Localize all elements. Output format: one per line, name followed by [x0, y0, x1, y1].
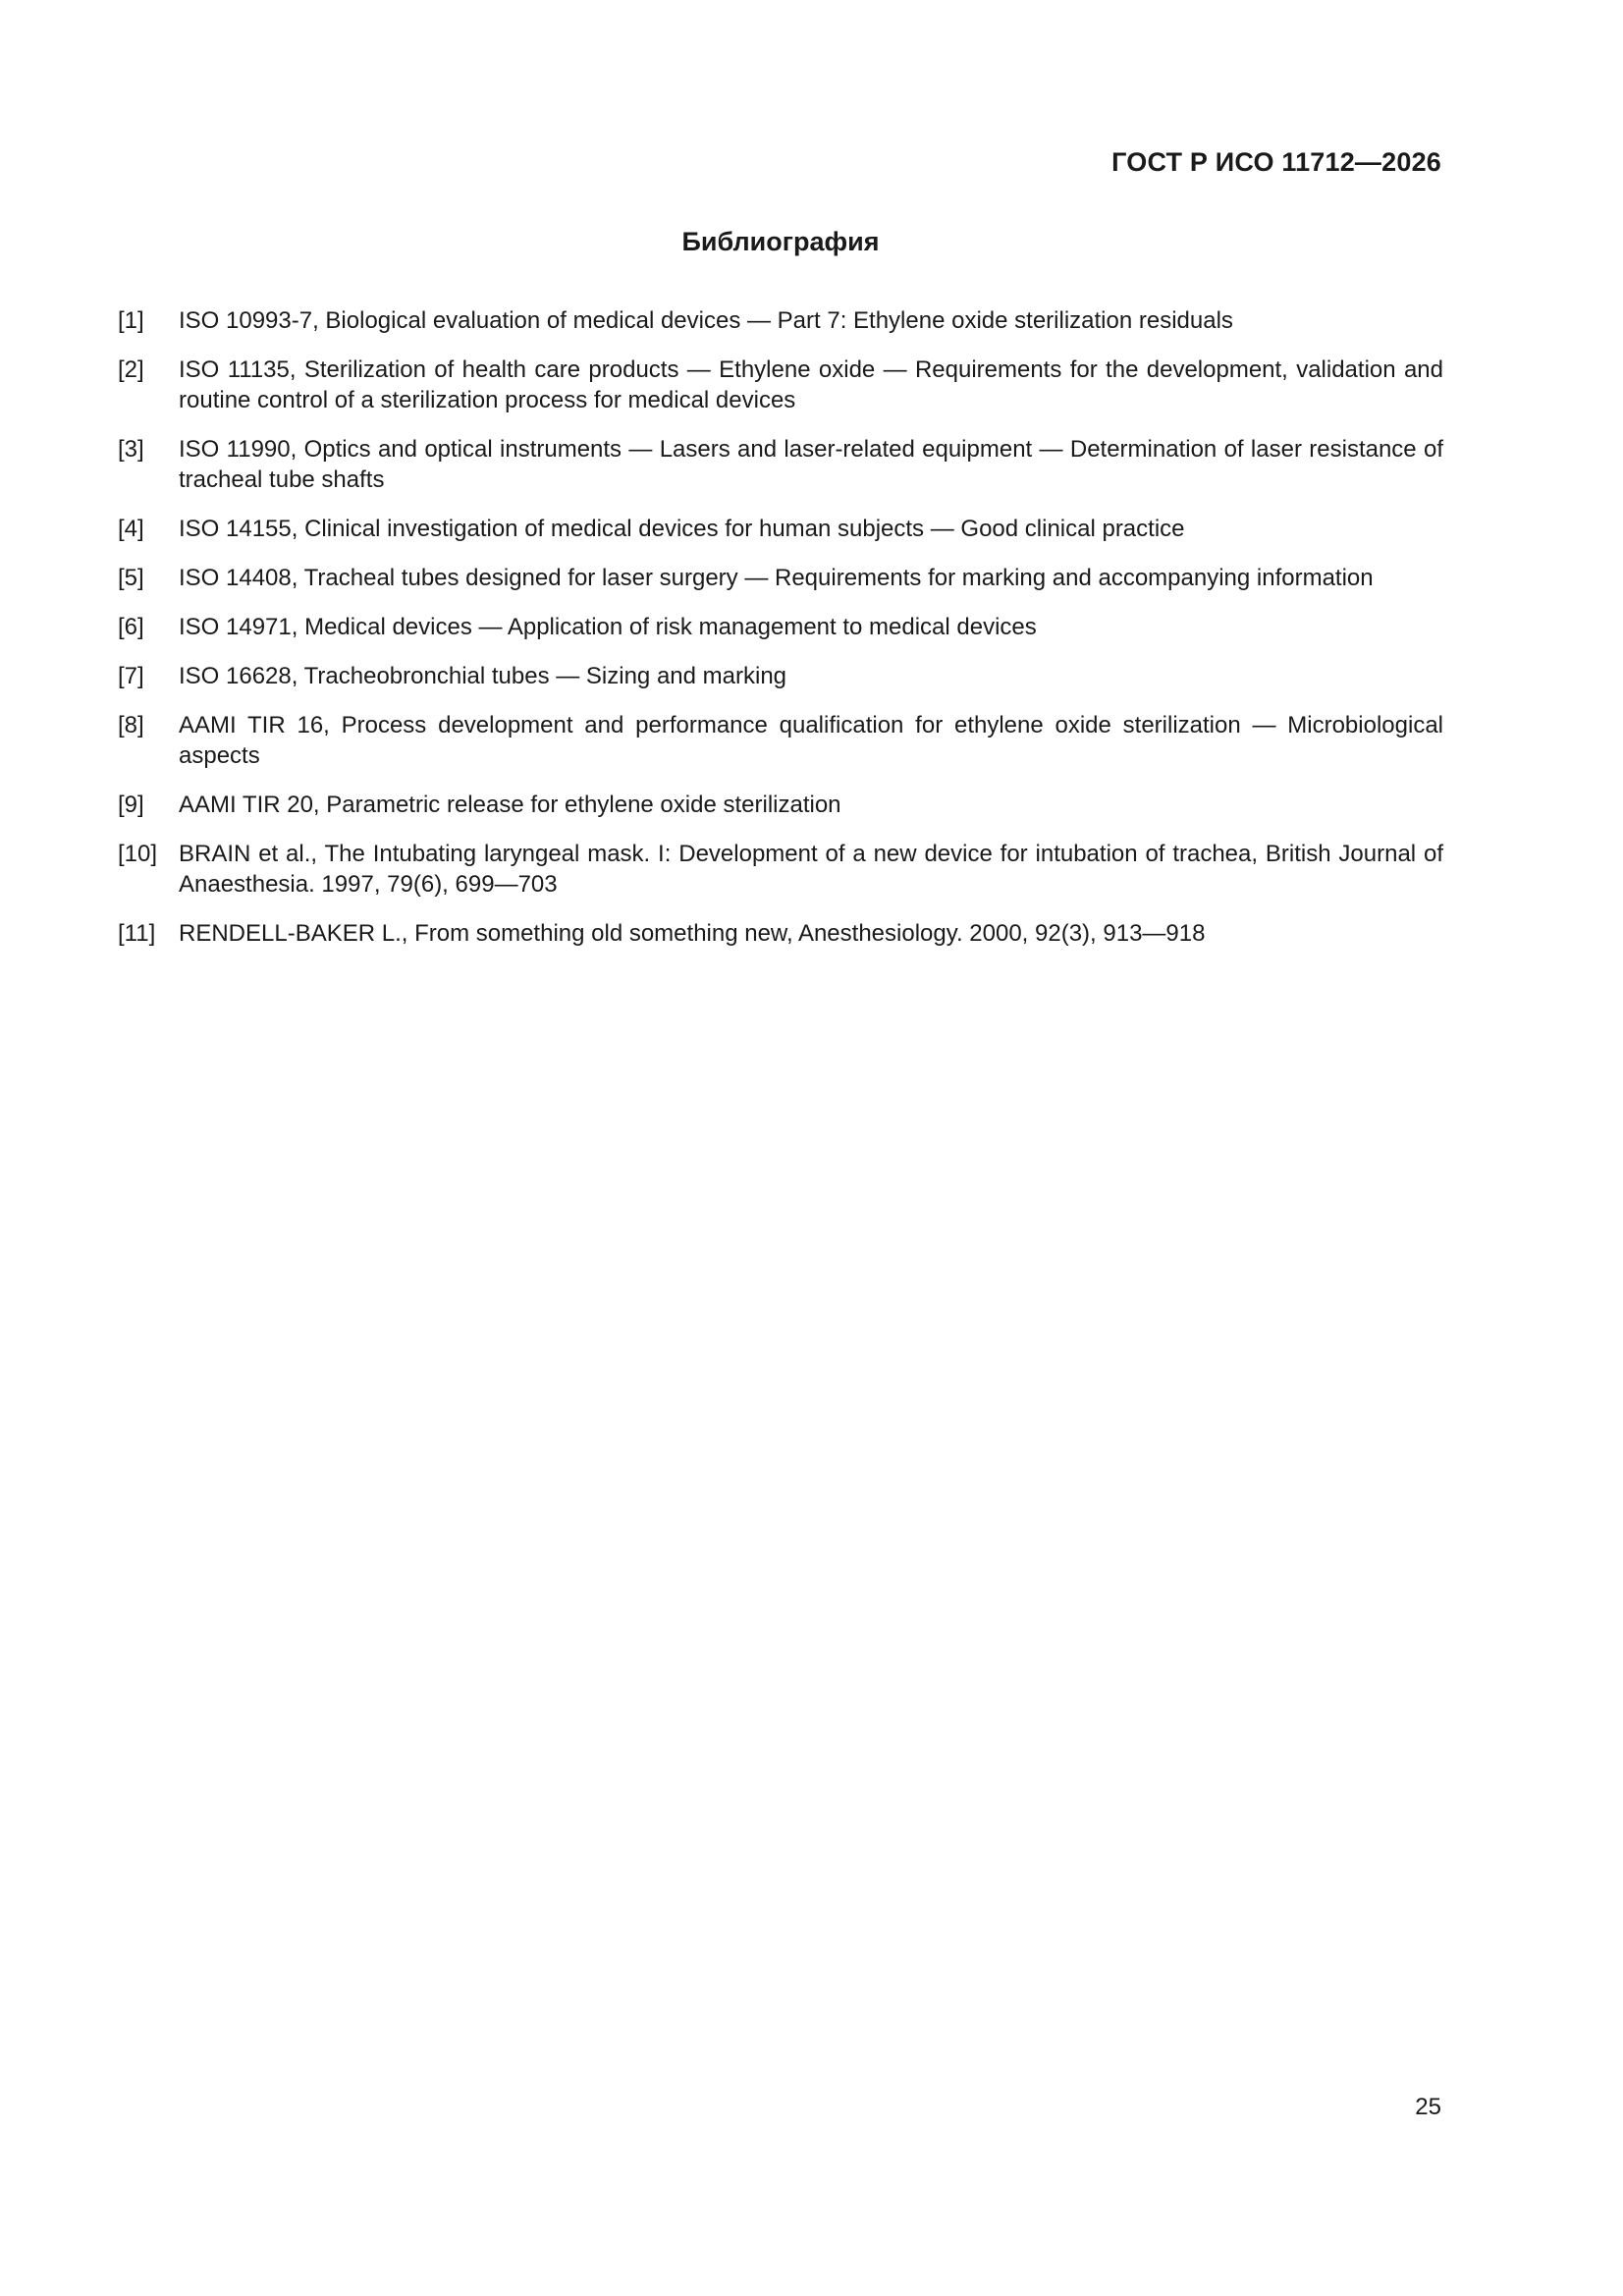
bibliography-title: Библиография [681, 227, 880, 256]
reference-text: BRAIN et al., The Intubating laryngeal mask. I: Development of a new device for intubation of trachea, British Journal of Anaesthesia. 1997, 79(6), 699—703 [179, 841, 1443, 898]
reference-item-8 [118, 710, 1443, 771]
reference-item-1 [118, 305, 1443, 336]
reference-item-7 [118, 661, 1443, 691]
reference-number: [6] [118, 614, 144, 640]
reference-number: [9] [118, 792, 144, 818]
reference-number: [2] [118, 356, 144, 383]
reference-number: [10] [118, 841, 158, 867]
reference-text: ISO 16628, Tracheobronchial tubes — Sizing and marking [179, 663, 787, 689]
reference-item-11 [118, 918, 1443, 949]
reference-text: ISO 10993-7, Biological evaluation of medical devices — Part 7: Ethylene oxide sterilization residuals [179, 307, 1233, 334]
reference-item-9 [118, 790, 1443, 820]
reference-text: AAMI TIR 20, Parametric release for ethylene oxide sterilization [179, 792, 841, 818]
reference-number: [4] [118, 516, 144, 542]
reference-text: ISO 14155, Clinical investigation of medical devices for human subjects — Good clinical practice [179, 516, 1185, 542]
reference-number: [11] [118, 920, 156, 947]
reference-item-6 [118, 612, 1443, 642]
document-code-header: ГОСТ Р ИСО 11712—2026 [1111, 147, 1441, 177]
reference-text: ISO 11135, Sterilization of health care products — Ethylene oxide — Requirements for the development, validation and routine control of a sterilization process for medical devices [179, 356, 1443, 413]
reference-list [118, 305, 1443, 967]
reference-item-2 [118, 355, 1443, 415]
reference-text: ISO 11990, Optics and optical instruments — Lasers and laser-related equipment — Determination of laser resistance of tracheal tube shafts [179, 436, 1443, 493]
reference-text: RENDELL-BAKER L., From something old something new, Anesthesiology. 2000, 92(3), 913—918 [179, 920, 1206, 947]
reference-number: [1] [118, 307, 144, 334]
reference-text: ISO 14408, Tracheal tubes designed for laser surgery — Requirements for marking and accompanying information [179, 565, 1374, 591]
reference-number: [8] [118, 712, 144, 738]
page-number: 25 [1415, 2094, 1441, 2120]
reference-item-5 [118, 563, 1443, 593]
reference-number: [7] [118, 663, 144, 689]
reference-text: AAMI TIR 16, Process development and performance qualification for ethylene oxide sterilization — Microbiological aspects [179, 712, 1443, 769]
reference-text: ISO 14971, Medical devices — Application of risk management to medical devices [179, 614, 1037, 640]
reference-number: [5] [118, 565, 144, 591]
reference-number: [3] [118, 436, 144, 463]
reference-item-10 [118, 839, 1443, 900]
reference-item-4 [118, 514, 1443, 544]
reference-item-3 [118, 434, 1443, 495]
